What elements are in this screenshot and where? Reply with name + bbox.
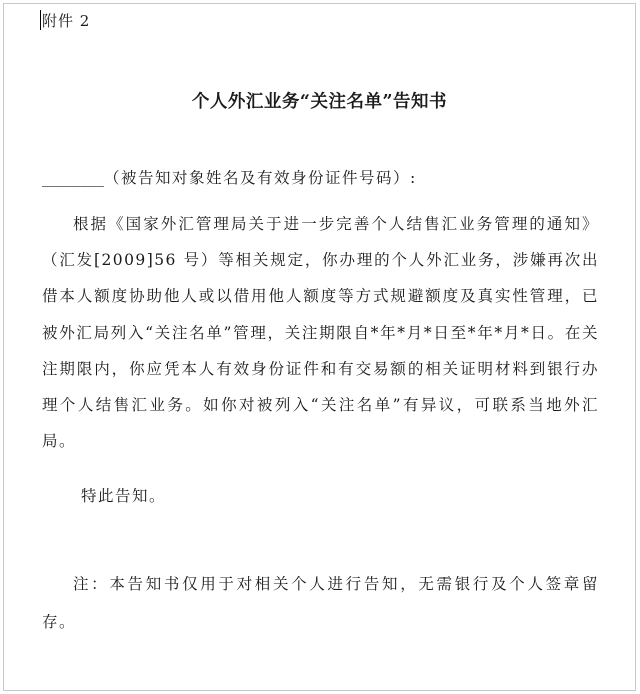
recipient-blank: ________ <box>42 169 104 187</box>
attachment-label: 附件 2 <box>42 12 91 30</box>
document-page <box>3 3 636 691</box>
document-title: 个人外汇业务“关注名单”告知书 <box>191 92 448 112</box>
text-cursor <box>40 10 41 30</box>
recipient-line <box>42 166 417 188</box>
closing-text: 特此告知。 <box>81 487 167 505</box>
body-paragraph: 根据《国家外汇管理局关于进一步完善个人结售汇业务管理的通知》（汇发[2009]56 号）等相关规定，你办理的个人外汇业务，涉嫌再次出借本人额度协助他人或以借用他人额度等方式规避额度及真实性管理，已被外汇局列入“关注名单”管理，关注期限自*年*月*日至*年*月*日。在关注期限内，你应凭本人有效身份证件和有交易额的相关证明材料到银行办理个人结售汇业务。如你对被列入“关注名单”有异议，可联系当地外汇局。 <box>42 215 599 451</box>
note-paragraph: 注：本告知书仅用于对相关个人进行告知，无需银行及个人签章留存。 <box>42 575 599 631</box>
recipient-prompt: （被告知对象姓名及有效身份证件号码）: <box>104 169 417 187</box>
